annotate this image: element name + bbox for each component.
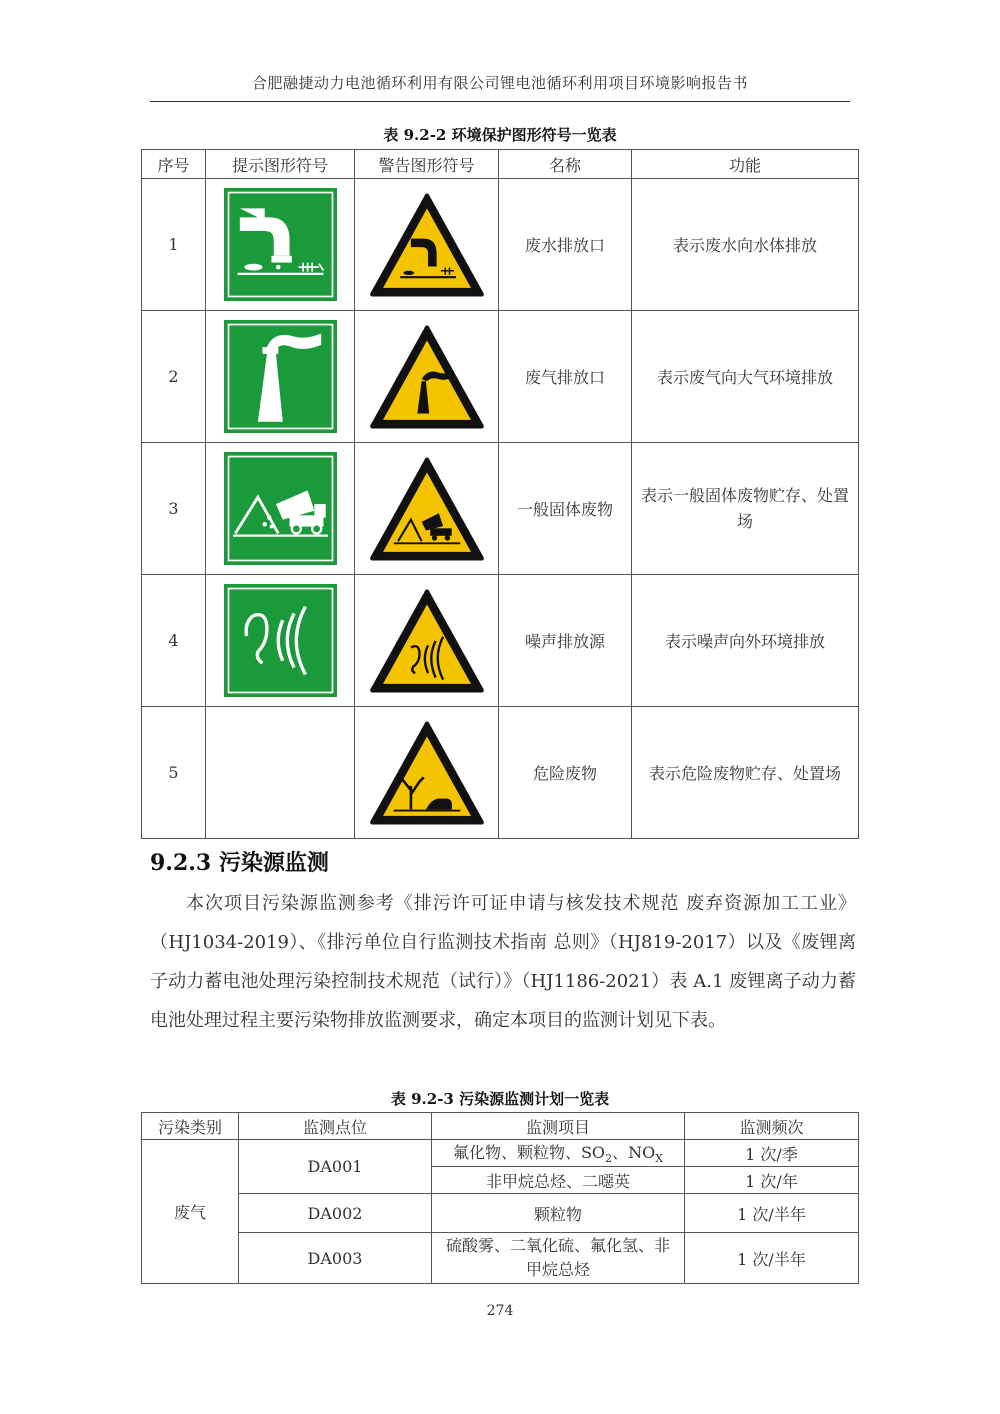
row-name: 一般固体废物 [499,443,632,575]
item-cell: 非甲烷总烃、二噁英 [432,1167,685,1194]
running-header: 合肥融捷动力电池循环利用有限公司锂电池循环利用项目环境影响报告书 [251,74,748,92]
table-row [142,1233,859,1284]
row-name: 废水排放口 [499,179,632,311]
paragraph-text: 本次项目污染源监测参考《排污许可证申请与核发技术规范 废弃资源加工工业》（HJ1034-2019）、《排污单位自行监测技术指南 总则》（HJ819-2017）以及《废锂离子动力蓄电池处理污染控制技术规范（试行）》（HJ1186-2021）表 A.1 废锂离子动力蓄电池处理过程主要污染物排放监测要求，确定本项目的监测计划见下表。 [150,893,856,1031]
table-row [142,311,859,443]
row-function: 表示废水向水体排放 [632,179,859,311]
symbol-table [141,149,859,839]
th-frequency: 监测频次 [685,1113,859,1140]
freq-cell: 1 次/半年 [685,1233,859,1284]
table-row [142,179,859,311]
exhaust-warning-icon [368,323,486,431]
row-function: 表示噪声向外环境排放 [632,575,859,707]
table-row [142,1194,859,1233]
row-name: 危险废物 [499,707,632,839]
monitoring-plan-table [141,1112,859,1284]
th-prompt: 提示图形符号 [206,150,355,179]
wastewater-outlet-icon [224,188,337,301]
freq-cell: 1 次/年 [685,1167,859,1194]
page-number: 274 [486,1303,514,1319]
freq-cell: 1 次/半年 [685,1194,859,1233]
item-cell: 硫酸雾、二氧化硫、氟化氢、非甲烷总烃 [432,1233,685,1284]
row-no: 1 [142,179,206,311]
section-title: 9.2.3 污染源监测 [150,850,329,876]
body-paragraph [150,884,856,1040]
row-function: 表示一般固体废物贮存、处置场 [632,443,859,575]
header-rule [150,101,850,102]
row-function: 表示危险废物贮存、处置场 [632,707,859,839]
row-no: 3 [142,443,206,575]
point-cell: DA001 [239,1140,432,1194]
row-name: 噪声排放源 [499,575,632,707]
th-no: 序号 [142,150,206,179]
row-name: 废气排放口 [499,311,632,443]
table2-caption: 表 9.2-3 污染源监测计划一览表 [390,1090,610,1108]
table1-caption: 表 9.2-2 环境保护图形符号一览表 [383,126,617,144]
hazardous-waste-warning-icon [368,719,486,827]
solid-waste-warning-icon [368,455,486,563]
item-cell: 氟化物、颗粒物、$SO_2$、$NO_X$ [432,1140,685,1167]
ear-noise-icon [224,584,337,697]
th-warning: 警告图形符号 [355,150,499,179]
table-row [142,575,859,707]
table-row [142,443,859,575]
table-row [142,707,859,839]
th-name: 名称 [499,150,632,179]
th-item: 监测项目 [432,1113,685,1140]
th-point: 监测点位 [239,1113,432,1140]
table-row [142,1140,859,1167]
th-category: 污染类别 [142,1113,239,1140]
point-cell: DA003 [239,1233,432,1284]
wastewater-warning-icon [368,191,486,299]
row-function: 表示废气向大气环境排放 [632,311,859,443]
row-no: 4 [142,575,206,707]
point-cell: DA002 [239,1194,432,1233]
row-no: 2 [142,311,206,443]
dump-truck-icon [224,452,337,565]
category-cell: 废气 [142,1140,239,1284]
th-function: 功能 [632,150,859,179]
freq-cell: 1 次/季 [685,1140,859,1167]
row-no: 5 [142,707,206,839]
noise-warning-icon [368,587,486,695]
exhaust-stack-icon [224,320,337,433]
empty-prompt-cell [206,707,355,839]
item-cell: 颗粒物 [432,1194,685,1233]
